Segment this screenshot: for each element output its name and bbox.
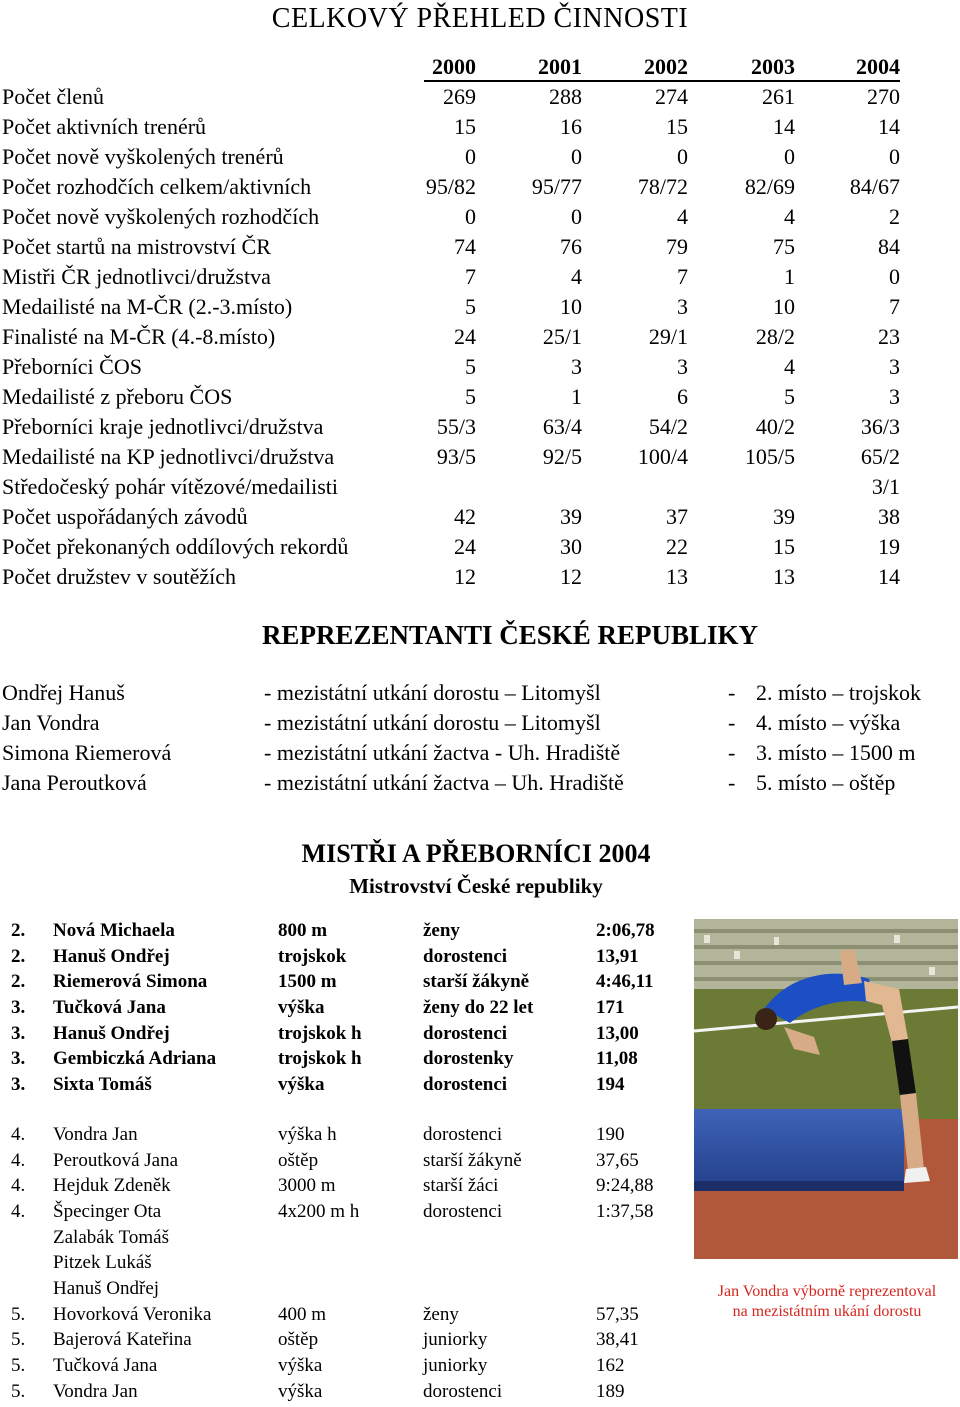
overview-cell: 0	[889, 264, 900, 289]
overview-row	[0, 172, 960, 202]
overview-cell: 54/2	[648, 414, 688, 439]
champion-place: 5.	[11, 1329, 26, 1351]
champion-place: 4.	[11, 1149, 26, 1171]
overview-row	[0, 472, 960, 502]
champion-event: výška	[278, 1355, 323, 1376]
overview-cell: 13	[773, 564, 795, 589]
champion-result: 11,08	[596, 1048, 638, 1070]
champion-row	[0, 1225, 690, 1251]
overview-cell: 65/2	[860, 444, 900, 469]
champion-event: výška	[278, 997, 325, 1019]
overview-cell: 24	[454, 534, 476, 559]
overview-cell: 14	[878, 114, 900, 139]
representative-dash: -	[728, 680, 736, 705]
champion-category: dorostenci	[423, 945, 508, 967]
representative-event: - mezistátní utkání žactva - Uh. Hradiště	[264, 740, 621, 765]
year-header: 2001	[538, 54, 582, 79]
overview-year-header	[0, 52, 960, 82]
champion-name: Hanuš Ondřej	[53, 1277, 160, 1299]
overview-cell: 3	[677, 294, 688, 319]
champion-name: Pitzek Lukáš	[53, 1252, 152, 1274]
representative-place: 2. místo – trojskok	[756, 680, 922, 705]
champion-category: starší žákyně	[423, 1149, 522, 1171]
photo-caption	[694, 1282, 960, 1320]
overview-cell: 0	[784, 144, 795, 169]
champion-row	[0, 1072, 690, 1098]
champion-row	[0, 1250, 690, 1276]
representative-row	[0, 738, 960, 768]
overview-cell: 10	[560, 294, 582, 319]
overview-cell: 3	[889, 384, 900, 409]
representative-dash: -	[728, 770, 736, 795]
overview-cell: 5	[465, 354, 476, 379]
champion-category: ženy	[423, 1303, 459, 1325]
champions-table	[0, 918, 690, 1404]
champions-title: MISTŘI A PŘEBORNÍCI 2004	[301, 839, 651, 868]
overview-cell: 38	[878, 504, 900, 529]
representative-event: - mezistátní utkání dorostu – Litomyšl	[264, 680, 601, 705]
champion-name: Hejduk Zdeněk	[53, 1175, 171, 1197]
overview-row-label: Medailisté na KP jednotlivci/družstva	[2, 444, 335, 469]
overview-cell: 63/4	[542, 414, 582, 439]
overview-cell: 5	[465, 294, 476, 319]
representative-event: - mezistátní utkání žactva – Uh. Hradiště	[264, 770, 624, 795]
champion-event: výška	[278, 1074, 325, 1096]
champion-place: 5.	[11, 1303, 26, 1325]
overview-cell: 15	[773, 534, 795, 559]
champion-name: Vondra Jan	[53, 1380, 138, 1402]
champion-result: 37,65	[596, 1149, 639, 1171]
overview-cell: 15	[666, 114, 688, 139]
champion-event: oštěp	[278, 1149, 319, 1171]
overview-row-label: Medailisté z přeboru ČOS	[2, 384, 233, 409]
champion-name: Špecinger Ota	[53, 1200, 162, 1222]
overview-row	[0, 412, 960, 442]
overview-row-label: Mistři ČR jednotlivci/družstva	[2, 264, 271, 289]
champion-result: 57,35	[596, 1303, 639, 1325]
overview-cell: 79	[666, 234, 688, 259]
overview-cell: 25/1	[542, 324, 582, 349]
representative-name: Simona Riemerová	[2, 740, 172, 765]
overview-cell: 1	[571, 384, 582, 409]
champion-event: trojskok h	[278, 1022, 362, 1044]
overview-cell: 0	[677, 144, 688, 169]
overview-cell: 39	[560, 504, 582, 529]
representative-dash: -	[728, 740, 736, 765]
section-gap	[0, 1098, 690, 1122]
champion-event: 400 m	[278, 1303, 327, 1325]
overview-cell: 93/5	[436, 444, 476, 469]
champion-name: Gembiczká Adriana	[53, 1048, 217, 1070]
champion-result: 4:46,11	[596, 971, 654, 993]
champion-row	[0, 1379, 690, 1405]
representatives-title: REPREZENTANTI ČESKÉ REPUBLIKY	[261, 620, 759, 650]
representative-name: Jana Peroutková	[2, 770, 147, 795]
overview-cell: 55/3	[436, 414, 476, 439]
overview-row-label: Počet překonaných oddílových rekordů	[2, 534, 349, 559]
overview-cell: 30	[560, 534, 582, 559]
representative-dash: -	[728, 710, 736, 735]
champion-name: Sixta Tomáš	[53, 1074, 152, 1096]
overview-cell: 4	[784, 354, 795, 379]
overview-cell: 36/3	[860, 414, 900, 439]
overview-cell: 7	[677, 264, 688, 289]
champion-result: 189	[596, 1380, 625, 1402]
overview-cell: 24	[454, 324, 476, 349]
champion-name: Peroutková Jana	[53, 1149, 179, 1171]
champion-event: 1500 m	[278, 971, 337, 993]
overview-title: CELKOVÝ PŘEHLED ČINNOSTI	[271, 3, 689, 34]
overview-row-label: Počet aktivních trenérů	[2, 114, 207, 139]
overview-cell: 10	[773, 294, 795, 319]
overview-cell: 3	[571, 354, 582, 379]
champion-category: juniorky	[423, 1355, 488, 1376]
overview-cell: 95/82	[425, 174, 476, 199]
champion-place: 3.	[11, 997, 26, 1019]
overview-row-label: Počet startů na mistrovství ČR	[2, 234, 271, 259]
champion-name: Tučková Jana	[53, 997, 166, 1019]
champion-result: 190	[596, 1123, 625, 1145]
champion-row	[0, 1199, 690, 1225]
overview-cell: 0	[571, 204, 582, 229]
overview-cell: 92/5	[542, 444, 582, 469]
champion-row	[0, 969, 690, 995]
representative-row	[0, 768, 960, 798]
overview-cell: 5	[465, 384, 476, 409]
representative-row	[0, 678, 960, 708]
champion-row	[0, 944, 690, 970]
champion-place: 3.	[11, 1074, 26, 1096]
champion-place: 3.	[11, 1022, 26, 1044]
overview-cell: 3/1	[871, 474, 900, 499]
champion-category: dorostenky	[423, 1048, 514, 1070]
champion-name: Vondra Jan	[53, 1123, 138, 1145]
representative-name: Jan Vondra	[2, 710, 100, 735]
overview-cell: 5	[784, 384, 795, 409]
champion-place: 4.	[11, 1200, 26, 1222]
champion-place: 2.	[11, 945, 26, 967]
overview-row-label: Počet uspořádaných závodů	[2, 504, 248, 529]
overview-cell: 0	[571, 144, 582, 169]
overview-cell: 40/2	[755, 414, 795, 439]
overview-cell: 4	[784, 204, 795, 229]
champion-place: 5.	[11, 1355, 26, 1376]
overview-cell: 0	[889, 144, 900, 169]
overview-cell: 7	[465, 264, 476, 289]
overview-row	[0, 232, 960, 262]
overview-cell: 39	[773, 504, 795, 529]
champion-place: 3.	[11, 1048, 26, 1070]
year-header: 2004	[856, 54, 900, 79]
overview-row-label: Počet členů	[2, 84, 105, 109]
overview-row-label: Přeborníci ČOS	[2, 354, 142, 379]
overview-cell: 288	[549, 84, 582, 109]
champion-name: Nová Michaela	[53, 920, 175, 941]
overview-cell: 0	[465, 204, 476, 229]
champion-category: dorostenci	[423, 1123, 503, 1145]
representative-place: 5. místo – oštěp	[756, 770, 896, 795]
overview-cell: 82/69	[744, 174, 795, 199]
overview-row	[0, 562, 960, 592]
year-header: 2000	[432, 54, 476, 79]
champion-category: dorostenci	[423, 1200, 503, 1222]
champion-result: 38,41	[596, 1329, 639, 1351]
champion-category: dorostenci	[423, 1380, 503, 1402]
overview-cell: 7	[889, 294, 900, 319]
overview-row	[0, 532, 960, 562]
overview-cell: 15	[454, 114, 476, 139]
champion-name: Riemerová Simona	[53, 971, 208, 993]
champion-category: starší žákyně	[423, 971, 530, 993]
champion-result: 194	[596, 1074, 625, 1096]
overview-row	[0, 382, 960, 412]
champion-row	[0, 918, 690, 944]
champion-result: 2:06,78	[596, 920, 655, 941]
representative-row	[0, 708, 960, 738]
champion-result: 13,91	[596, 945, 639, 967]
overview-cell: 75	[773, 234, 795, 259]
overview-row	[0, 202, 960, 232]
champion-name: Bajerová Kateřina	[53, 1329, 192, 1351]
overview-row	[0, 82, 960, 112]
overview-table	[0, 52, 960, 592]
champion-row	[0, 995, 690, 1021]
overview-row-label: Počet družstev v soutěžích	[2, 564, 236, 589]
champion-row	[0, 1353, 690, 1379]
overview-row	[0, 502, 960, 532]
overview-cell: 4	[571, 264, 582, 289]
champion-row	[0, 1021, 690, 1047]
champion-category: starší žáci	[423, 1175, 499, 1197]
overview-cell: 274	[655, 84, 688, 109]
champion-place: 4.	[11, 1123, 26, 1145]
champion-name: Tučková Jana	[53, 1355, 158, 1376]
overview-cell: 84/67	[849, 174, 900, 199]
representatives-list	[0, 678, 960, 798]
overview-cell: 84	[878, 234, 900, 259]
overview-cell: 270	[867, 84, 900, 109]
champion-result: 171	[596, 997, 625, 1019]
overview-cell: 3	[889, 354, 900, 379]
champion-row	[0, 1046, 690, 1072]
overview-row	[0, 352, 960, 382]
overview-row	[0, 142, 960, 172]
champion-row	[0, 1173, 690, 1199]
champion-category: dorostenci	[423, 1074, 508, 1096]
champion-place: 5.	[11, 1380, 26, 1402]
representative-place: 4. místo – výška	[756, 710, 901, 735]
champion-category: ženy	[423, 920, 460, 941]
overview-cell: 100/4	[637, 444, 688, 469]
overview-cell: 0	[465, 144, 476, 169]
champion-event: výška h	[278, 1123, 337, 1145]
overview-row-label: Počet nově vyškolených trenérů	[2, 144, 284, 169]
overview-row-label: Počet rozhodčích celkem/aktivních	[2, 174, 312, 199]
overview-cell: 28/2	[755, 324, 795, 349]
champion-result: 9:24,88	[596, 1175, 654, 1197]
champion-row	[0, 1302, 690, 1328]
overview-cell: 1	[784, 264, 795, 289]
high-jump-photo	[694, 919, 958, 1259]
champion-event: 4x200 m h	[278, 1200, 360, 1222]
overview-cell: 29/1	[648, 324, 688, 349]
champion-place: 2.	[11, 920, 26, 941]
overview-cell: 2	[889, 204, 900, 229]
overview-cell: 19	[878, 534, 900, 559]
year-header: 2002	[644, 54, 688, 79]
overview-row	[0, 262, 960, 292]
champion-name: Hanuš Ondřej	[53, 945, 170, 967]
champion-name: Hovorková Veronika	[53, 1303, 212, 1325]
overview-cell: 42	[454, 504, 476, 529]
overview-row-label: Počet nově vyškolených rozhodčích	[2, 204, 320, 229]
champions-subtitle: Mistrovství České republiky	[349, 874, 603, 898]
overview-cell: 37	[666, 504, 688, 529]
overview-cell: 13	[666, 564, 688, 589]
champion-event: 800 m	[278, 920, 328, 941]
champion-category: ženy do 22 let	[423, 997, 534, 1019]
overview-cell: 14	[773, 114, 795, 139]
overview-cell: 76	[560, 234, 582, 259]
overview-cell: 78/72	[637, 174, 688, 199]
champion-row	[0, 1327, 690, 1353]
champion-result: 1:37,58	[596, 1200, 654, 1222]
representative-event: - mezistátní utkání dorostu – Litomyšl	[264, 710, 601, 735]
overview-cell: 14	[878, 564, 900, 589]
overview-cell: 22	[666, 534, 688, 559]
champion-event: oštěp	[278, 1329, 319, 1351]
overview-cell: 261	[762, 84, 795, 109]
overview-row-label: Středočeský pohár vítězové/medailisti	[2, 474, 339, 499]
overview-row	[0, 322, 960, 352]
overview-cell: 74	[454, 234, 476, 259]
representative-place: 3. místo – 1500 m	[756, 740, 916, 765]
champion-row	[0, 1122, 690, 1148]
champion-name: Zalabák Tomáš	[53, 1226, 169, 1248]
photo-caption-line-1: Jan Vondra výborně reprezentoval	[717, 1283, 937, 1300]
representative-name: Ondřej Hanuš	[2, 680, 125, 705]
overview-row-label: Přeborníci kraje jednotlivci/družstva	[2, 414, 324, 439]
champion-event: trojskok h	[278, 1048, 362, 1070]
champion-row	[0, 1148, 690, 1174]
champion-event: trojskok	[278, 945, 347, 967]
overview-cell: 12	[454, 564, 476, 589]
overview-cell: 3	[677, 354, 688, 379]
overview-cell: 6	[677, 384, 688, 409]
overview-row-label: Medailisté na M-ČR (2.-3.místo)	[2, 294, 293, 319]
photo-caption-line-2: na mezistátním ukání dorostu	[732, 1303, 922, 1320]
overview-row	[0, 112, 960, 142]
champion-event: 3000 m	[278, 1175, 336, 1197]
champion-result: 162	[596, 1355, 625, 1376]
champion-category: juniorky	[423, 1329, 488, 1351]
champion-category: dorostenci	[423, 1022, 508, 1044]
overview-row	[0, 442, 960, 472]
champion-row	[0, 1276, 690, 1302]
overview-cell: 12	[560, 564, 582, 589]
overview-cell: 105/5	[744, 444, 795, 469]
overview-cell: 16	[560, 114, 582, 139]
overview-cell: 23	[878, 324, 900, 349]
overview-row	[0, 292, 960, 322]
overview-cell: 4	[677, 204, 688, 229]
champion-name: Hanuš Ondřej	[53, 1022, 170, 1044]
champion-result: 13,00	[596, 1022, 639, 1044]
champion-place: 4.	[11, 1175, 26, 1197]
year-header: 2003	[751, 54, 795, 79]
champion-place: 2.	[11, 971, 26, 993]
overview-cell: 269	[443, 84, 476, 109]
overview-row-label: Finalisté na M-ČR (4.-8.místo)	[2, 324, 276, 349]
champion-event: výška	[278, 1380, 323, 1402]
overview-cell: 95/77	[531, 174, 582, 199]
